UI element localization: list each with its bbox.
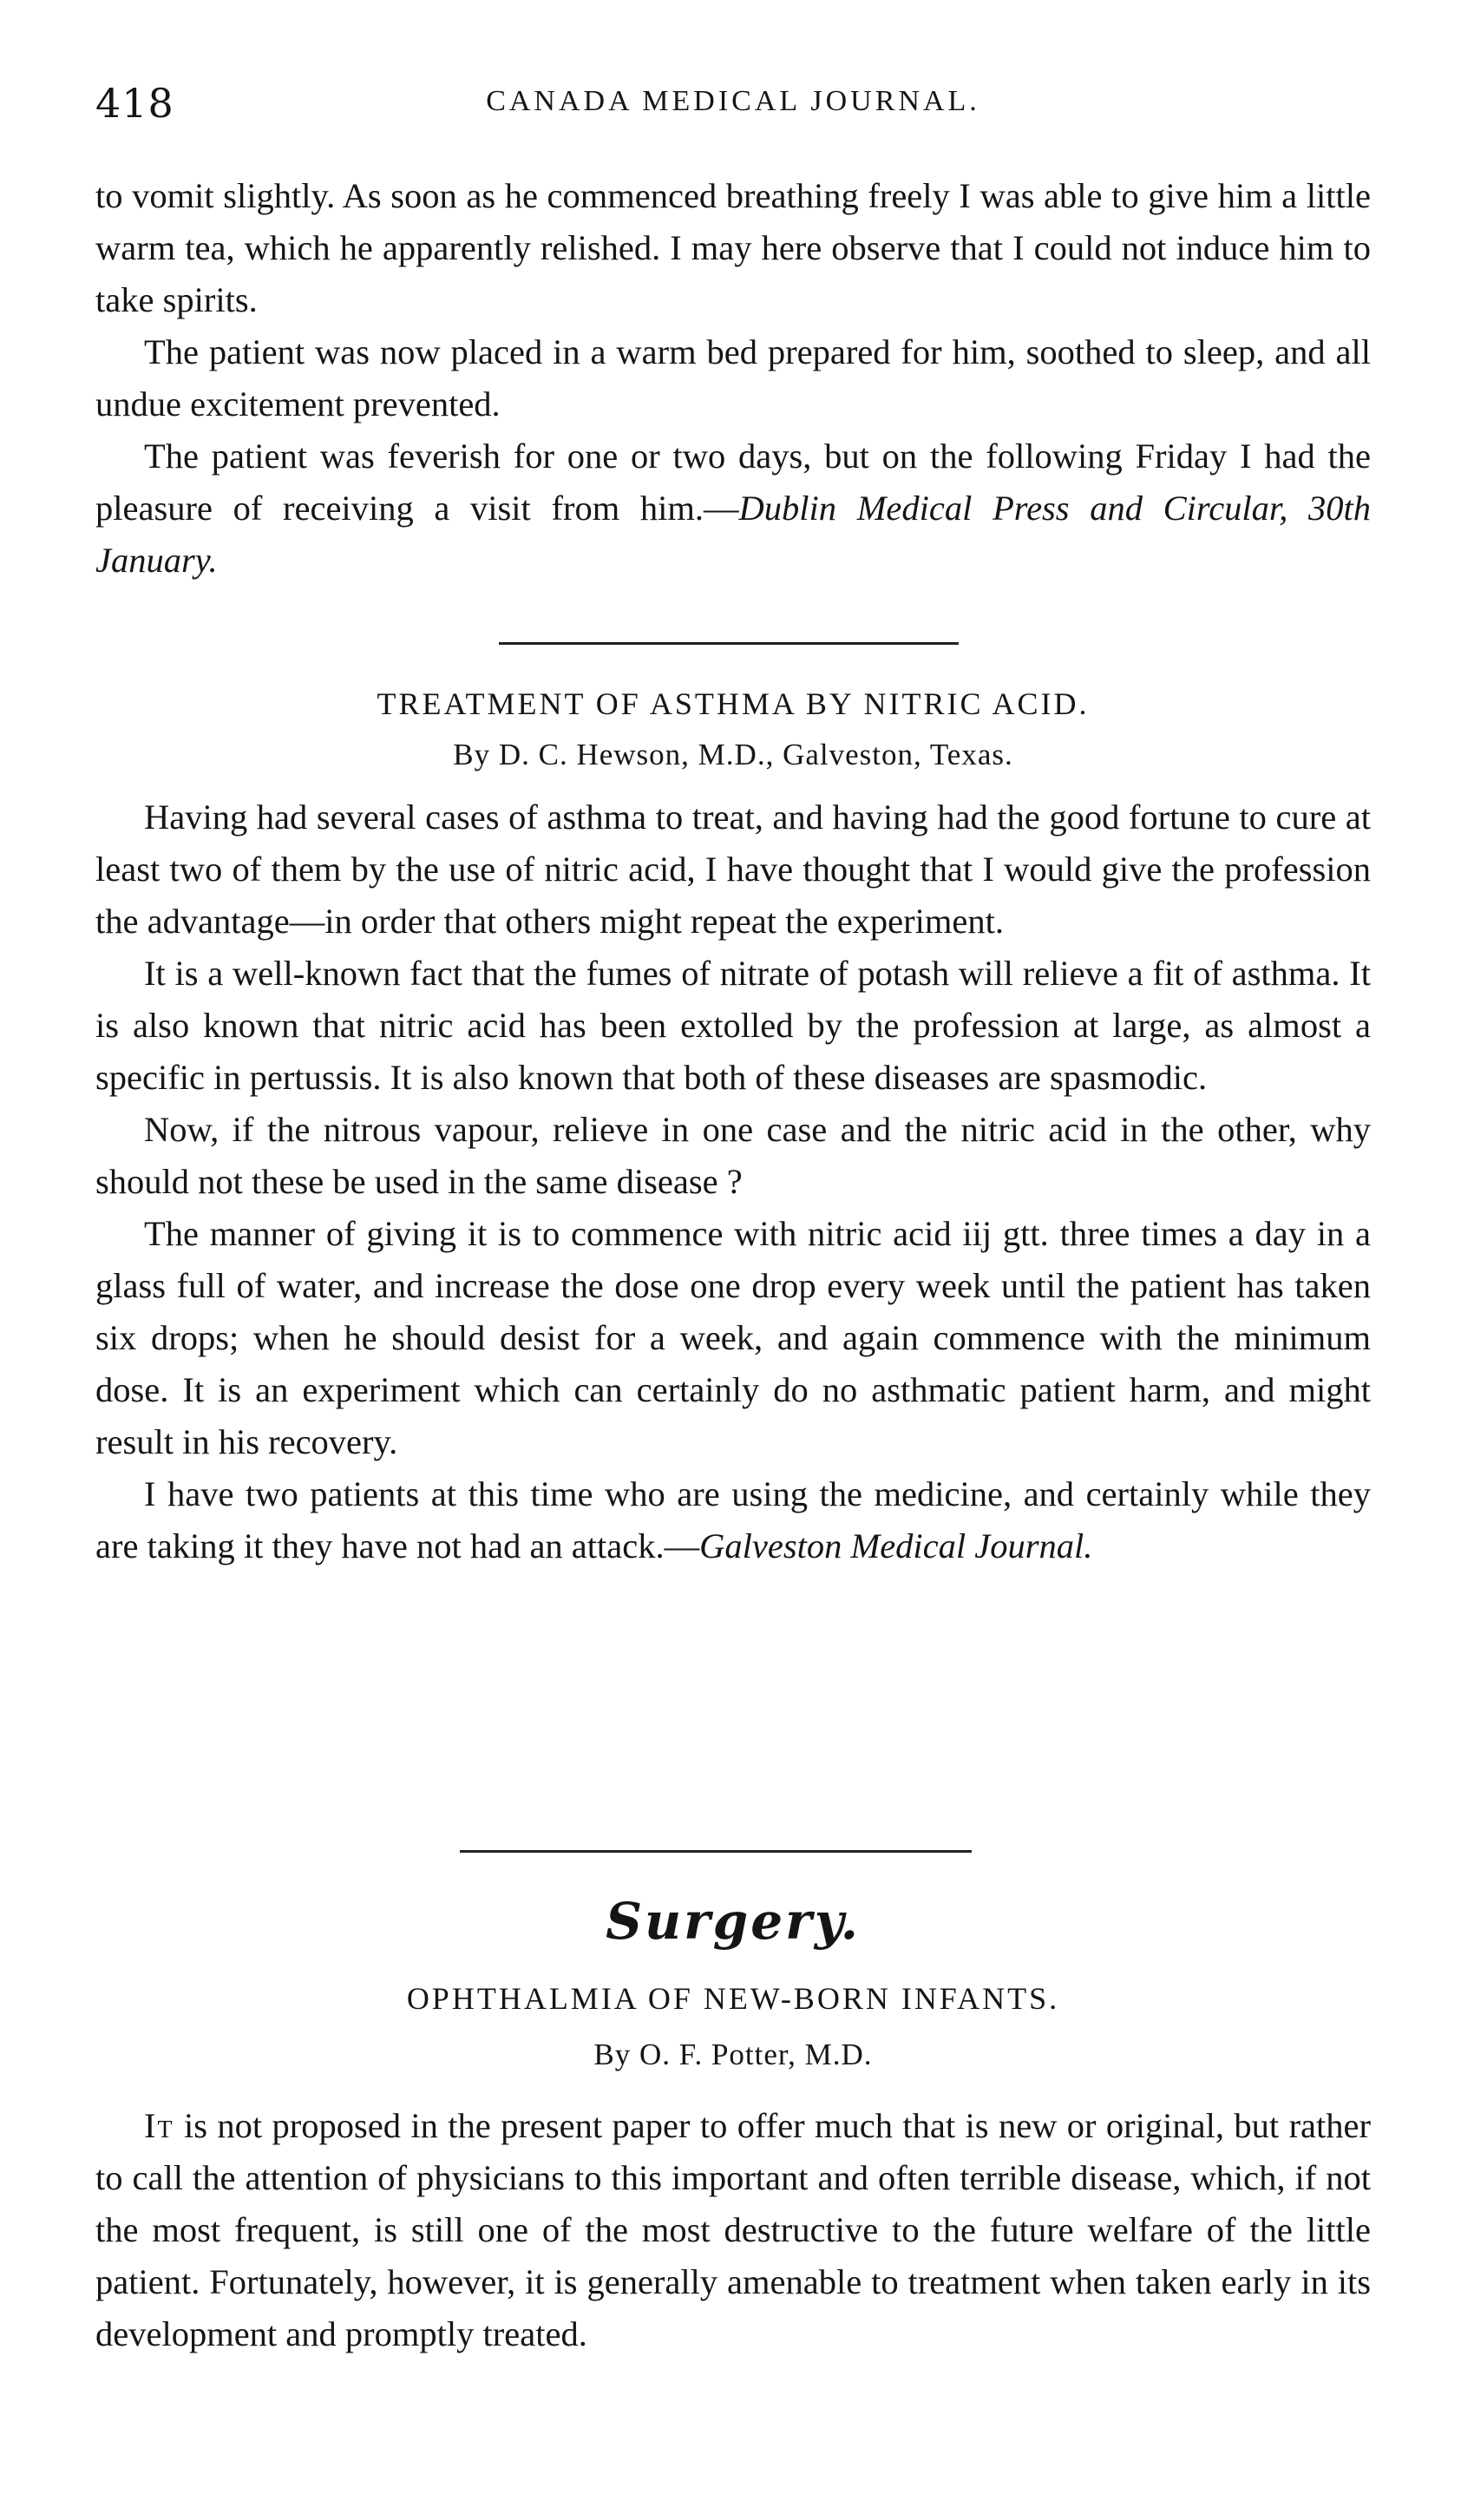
- paragraph: to vomit slightly. As soon as he commenced breathing freely I was able to give him a little warm tea, which he apparently relished. I may here observe that I could not induce him to take spirits.: [95, 176, 1371, 319]
- source-citation: Dublin Medical Press and Circular, 30th January.: [95, 489, 1372, 580]
- lead-word: It: [144, 2106, 174, 2145]
- paragraph-text: The patient was feverish for one or two days, but on the following Friday I had the pleasure of receiving a visit from him.—: [95, 436, 1371, 528]
- paragraph: [95, 1468, 1371, 1572]
- section-divider: [499, 642, 959, 645]
- article-byline: By O. F. Potter, M.D.: [593, 2038, 873, 2071]
- paragraph: [95, 2100, 1371, 2360]
- section-heading: Surgery.: [606, 1892, 861, 1951]
- paragraph: [95, 430, 1371, 587]
- paragraph: It is a well-known fact that the fumes of nitrate of potash will relieve a fit of asthma. It is also known that nitric acid has been extolled by the profession at large, as almost a specific in pertussis. It is also known that both of these diseases are spasmodic.: [95, 954, 1371, 1097]
- article-title: OPHTHALMIA OF NEW-BORN INFANTS.: [406, 1981, 1060, 2016]
- paragraph-text: I have two patients at this time who are using the medicine, and certainly while they are taking it they have not had an attack.—: [95, 1474, 1371, 1565]
- journal-title: CANADA MEDICAL JOURNAL.: [486, 85, 980, 117]
- journal-page: [95, 0, 1371, 2520]
- paragraph: The patient was now placed in a warm bed prepared for him, soothed to sleep, and all undue excitement prevented.: [95, 332, 1371, 423]
- paragraph-text: is not proposed in the present paper to offer much that is new or original, but rather to call the attention of physicians to this important and often terrible disease, which, if not the most frequent, is still one of the most destructive to the future welfare of the little patient. Fortunately, however, it is generally amenable to treatment when taken early in its development and promptly treated.: [95, 2106, 1371, 2353]
- article-title: TREATMENT OF ASTHMA BY NITRIC ACID.: [377, 686, 1090, 721]
- source-citation: Galveston Medical Journal.: [699, 1526, 1093, 1565]
- paragraph: The manner of giving it is to commence with nitric acid iij gtt. three times a day in a glass full of water, and increase the dose one drop every week until the patient has taken six drops; when he should desist for a week, and again commence with the minimum dose. It is an experiment which can certainly do no asthmatic patient harm, and might result in his recovery.: [95, 1214, 1371, 1461]
- page-number: 418: [95, 80, 174, 127]
- article-continuation: [95, 170, 1371, 587]
- article-body: [95, 2100, 1371, 2360]
- paragraph: Now, if the nitrous vapour, relieve in one case and the nitric acid in the other, why should not these be used in the same disease ?: [95, 1110, 1371, 1201]
- paragraph: Having had several cases of asthma to treat, and having had the good fortune to cure at least two of them by the use of nitric acid, I have thought that I would give the profession the advantage—in order that others might repeat the experiment.: [95, 797, 1371, 941]
- section-divider: [460, 1850, 972, 1853]
- article-body: [95, 791, 1371, 1572]
- running-head: [95, 80, 1371, 132]
- article-byline: By D. C. Hewson, M.D., Galveston, Texas.: [453, 738, 1013, 771]
